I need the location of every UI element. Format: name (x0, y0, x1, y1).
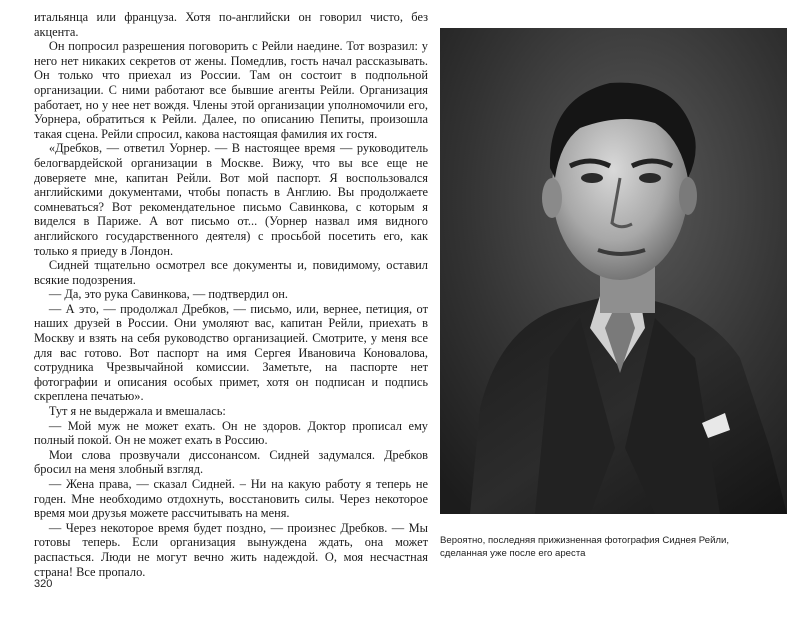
paragraph: — Через некоторое время будет поздно, — произнес Дребков. — Мы готовы теперь. Если организация вынуждена ждать, она может распасться. Люди не могут вечно жить надеждой. О, моя несчастная страна! Все пропало. (34, 520, 428, 579)
portrait-photo-image (440, 28, 787, 514)
paragraph: — Жена права, — сказал Сидней. – Ни на какую работу я теперь не годен. Мне необходимо отдохнуть, восстановить силы. Через некоторое время мои друзья можете рассчитывать на меня. (34, 477, 428, 521)
paragraph: Мои слова прозвучали диссонансом. Сидней задумался. Дребков бросил на меня злобный взгляд. (34, 447, 428, 477)
caption-line: Вероятно, последняя прижизненная фотография Сиднея Рейли, (440, 535, 730, 546)
page-number: 320 (34, 578, 53, 590)
photo-caption (440, 534, 790, 560)
paragraph: — А это, — продолжал Дребков, — письмо, или, вернее, петиция, от наших друзей в России. Они умоляют вас, капитан Рейли, приехать в Москву и взять на себя руководство организацией. Смотрите, у меня все для вас готово. Вот паспорт на имя Сергея Ивановича Коновалова, сотрудника Чрезвычайной комиссии. Заметьте, на паспорте нет фотографии и описания особых примет, хотя он подписан и подпись скреплена печатью». (34, 301, 428, 404)
paragraph: — Мой муж не может ехать. Он не здоров. Доктор прописал ему полный покой. Он не может ехать в Россию. (34, 418, 428, 448)
paragraph: — Да, это рука Савинкова, — подтвердил он. (48, 287, 288, 302)
paragraph: Тут я не выдержала и вмешалась: (48, 404, 226, 419)
body-text-column (34, 10, 428, 579)
caption-line: сделанная уже после его ареста (440, 548, 586, 559)
paragraph: Он попросил разрешения поговорить с Рейли наедине. Тот возразил: у него нет никаких секретов от жены. Помедлив, гость начал рассказывать. Он только что приехал из России. Там он состоит в подпольной организации. С ними работают все бывшие агенты Рейли. Организация работает, но у нее нет вождя. Члены этой организации уполномочили его, Уорнера, обратиться к Рейли. Далее, по описанию Пепиты, произошла такая сцена. Рейли спросил, какова настоящая фамилия их гостя. (34, 39, 428, 141)
portrait-photo (440, 28, 787, 514)
paragraph: Сидней тщательно осмотрел все документы и, повидимому, оставил всякие подозрения. (34, 258, 428, 287)
paragraph: итальянца или француза. Хотя по-английски он говорил чисто, без акцента. (34, 10, 428, 39)
paragraph: «Дребков, — ответил Уорнер. — В настоящее время — руководитель белогвардейской организации в Москве. Вижу, что вы все еще не доверяете мне, капитан Рейли. Вот мой паспорт. Я воспользовался английскими документами, чтобы попасть в Англию. Вы продолжаете сомневаться? Вот рекомендательное письмо Савинкова, с которым я виделся в Париже. А вот письмо от... (Уорнер назвал имя видного английского государственного деятеля) с просьбой посетить его, как только я приеду в Лондон. (34, 141, 428, 258)
